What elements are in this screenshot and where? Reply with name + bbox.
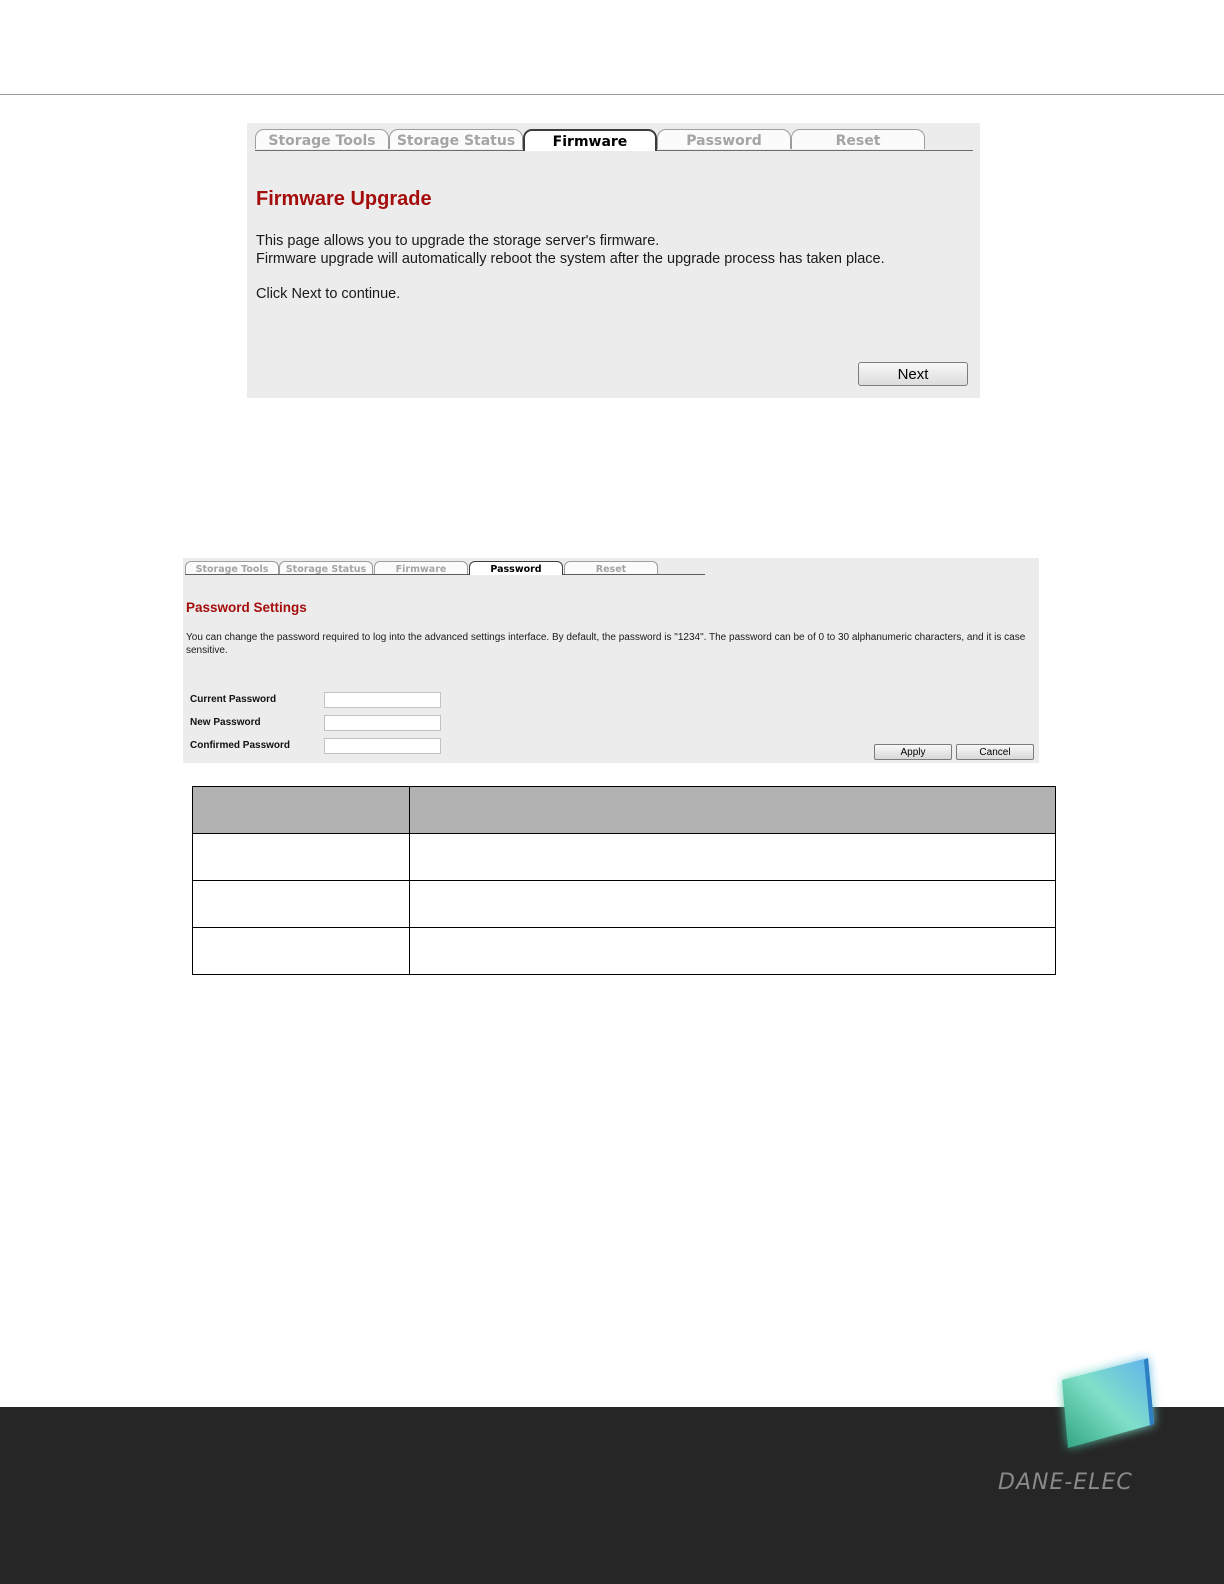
footer-band	[0, 1407, 1224, 1584]
page-title: Firmware Upgrade	[256, 188, 432, 210]
tab-firmware[interactable]: Firmware	[374, 561, 468, 574]
fields-table	[192, 786, 1056, 975]
description-line: This page allows you to upgrade the storage server's firmware.	[256, 233, 660, 249]
table-cell	[410, 834, 1056, 881]
current-password-input[interactable]	[324, 692, 441, 708]
table-cell	[193, 881, 410, 928]
tab-storage-status[interactable]: Storage Status	[279, 561, 373, 574]
current-password-label: Current Password	[190, 694, 277, 705]
tab-storage-status[interactable]: Storage Status	[389, 129, 523, 149]
header-rule	[0, 94, 1224, 95]
table-cell	[410, 881, 1056, 928]
table-row	[193, 834, 1056, 881]
next-button[interactable]: Next	[858, 362, 968, 386]
table-header-row	[193, 787, 1056, 834]
table-row	[193, 881, 1056, 928]
new-password-label: New Password	[190, 717, 261, 728]
apply-button[interactable]: Apply	[874, 744, 952, 760]
tab-password[interactable]: Password	[469, 561, 563, 575]
table-header-cell	[410, 787, 1056, 834]
tab-password[interactable]: Password	[657, 129, 791, 149]
firmware-tab-bar	[255, 129, 973, 151]
description-line: Firmware upgrade will automatically reboot the system after the upgrade process has taken place.	[256, 251, 885, 267]
brand-wordmark: DANE-ELEC	[998, 1470, 1133, 1495]
confirmed-password-input[interactable]	[324, 738, 441, 754]
table-cell	[193, 928, 410, 975]
confirmed-password-label: Confirmed Password	[190, 740, 291, 751]
table-cell	[193, 834, 410, 881]
tab-reset[interactable]: Reset	[564, 561, 658, 574]
table-header-cell	[193, 787, 410, 834]
tab-reset[interactable]: Reset	[791, 129, 925, 149]
tab-storage-tools[interactable]: Storage Tools	[255, 129, 389, 149]
table-row	[193, 928, 1056, 975]
firmware-panel	[247, 123, 980, 398]
password-tab-bar	[185, 561, 705, 575]
section-title: Password Settings	[186, 600, 307, 615]
description-text: You can change the password required to log into the advanced settings interface. By default, the password is "1234". The password can be of 0 to 30 alphanumeric characters, and it is case sensitive.	[186, 632, 1026, 656]
cancel-button[interactable]: Cancel	[956, 744, 1034, 760]
brand-logo-icon	[1050, 1350, 1170, 1460]
new-password-input[interactable]	[324, 715, 441, 731]
instruction-text: Click Next to continue.	[256, 286, 401, 302]
table-cell	[410, 928, 1056, 975]
tab-storage-tools[interactable]: Storage Tools	[185, 561, 279, 574]
tab-firmware[interactable]: Firmware	[523, 129, 657, 151]
password-panel	[183, 558, 1039, 763]
